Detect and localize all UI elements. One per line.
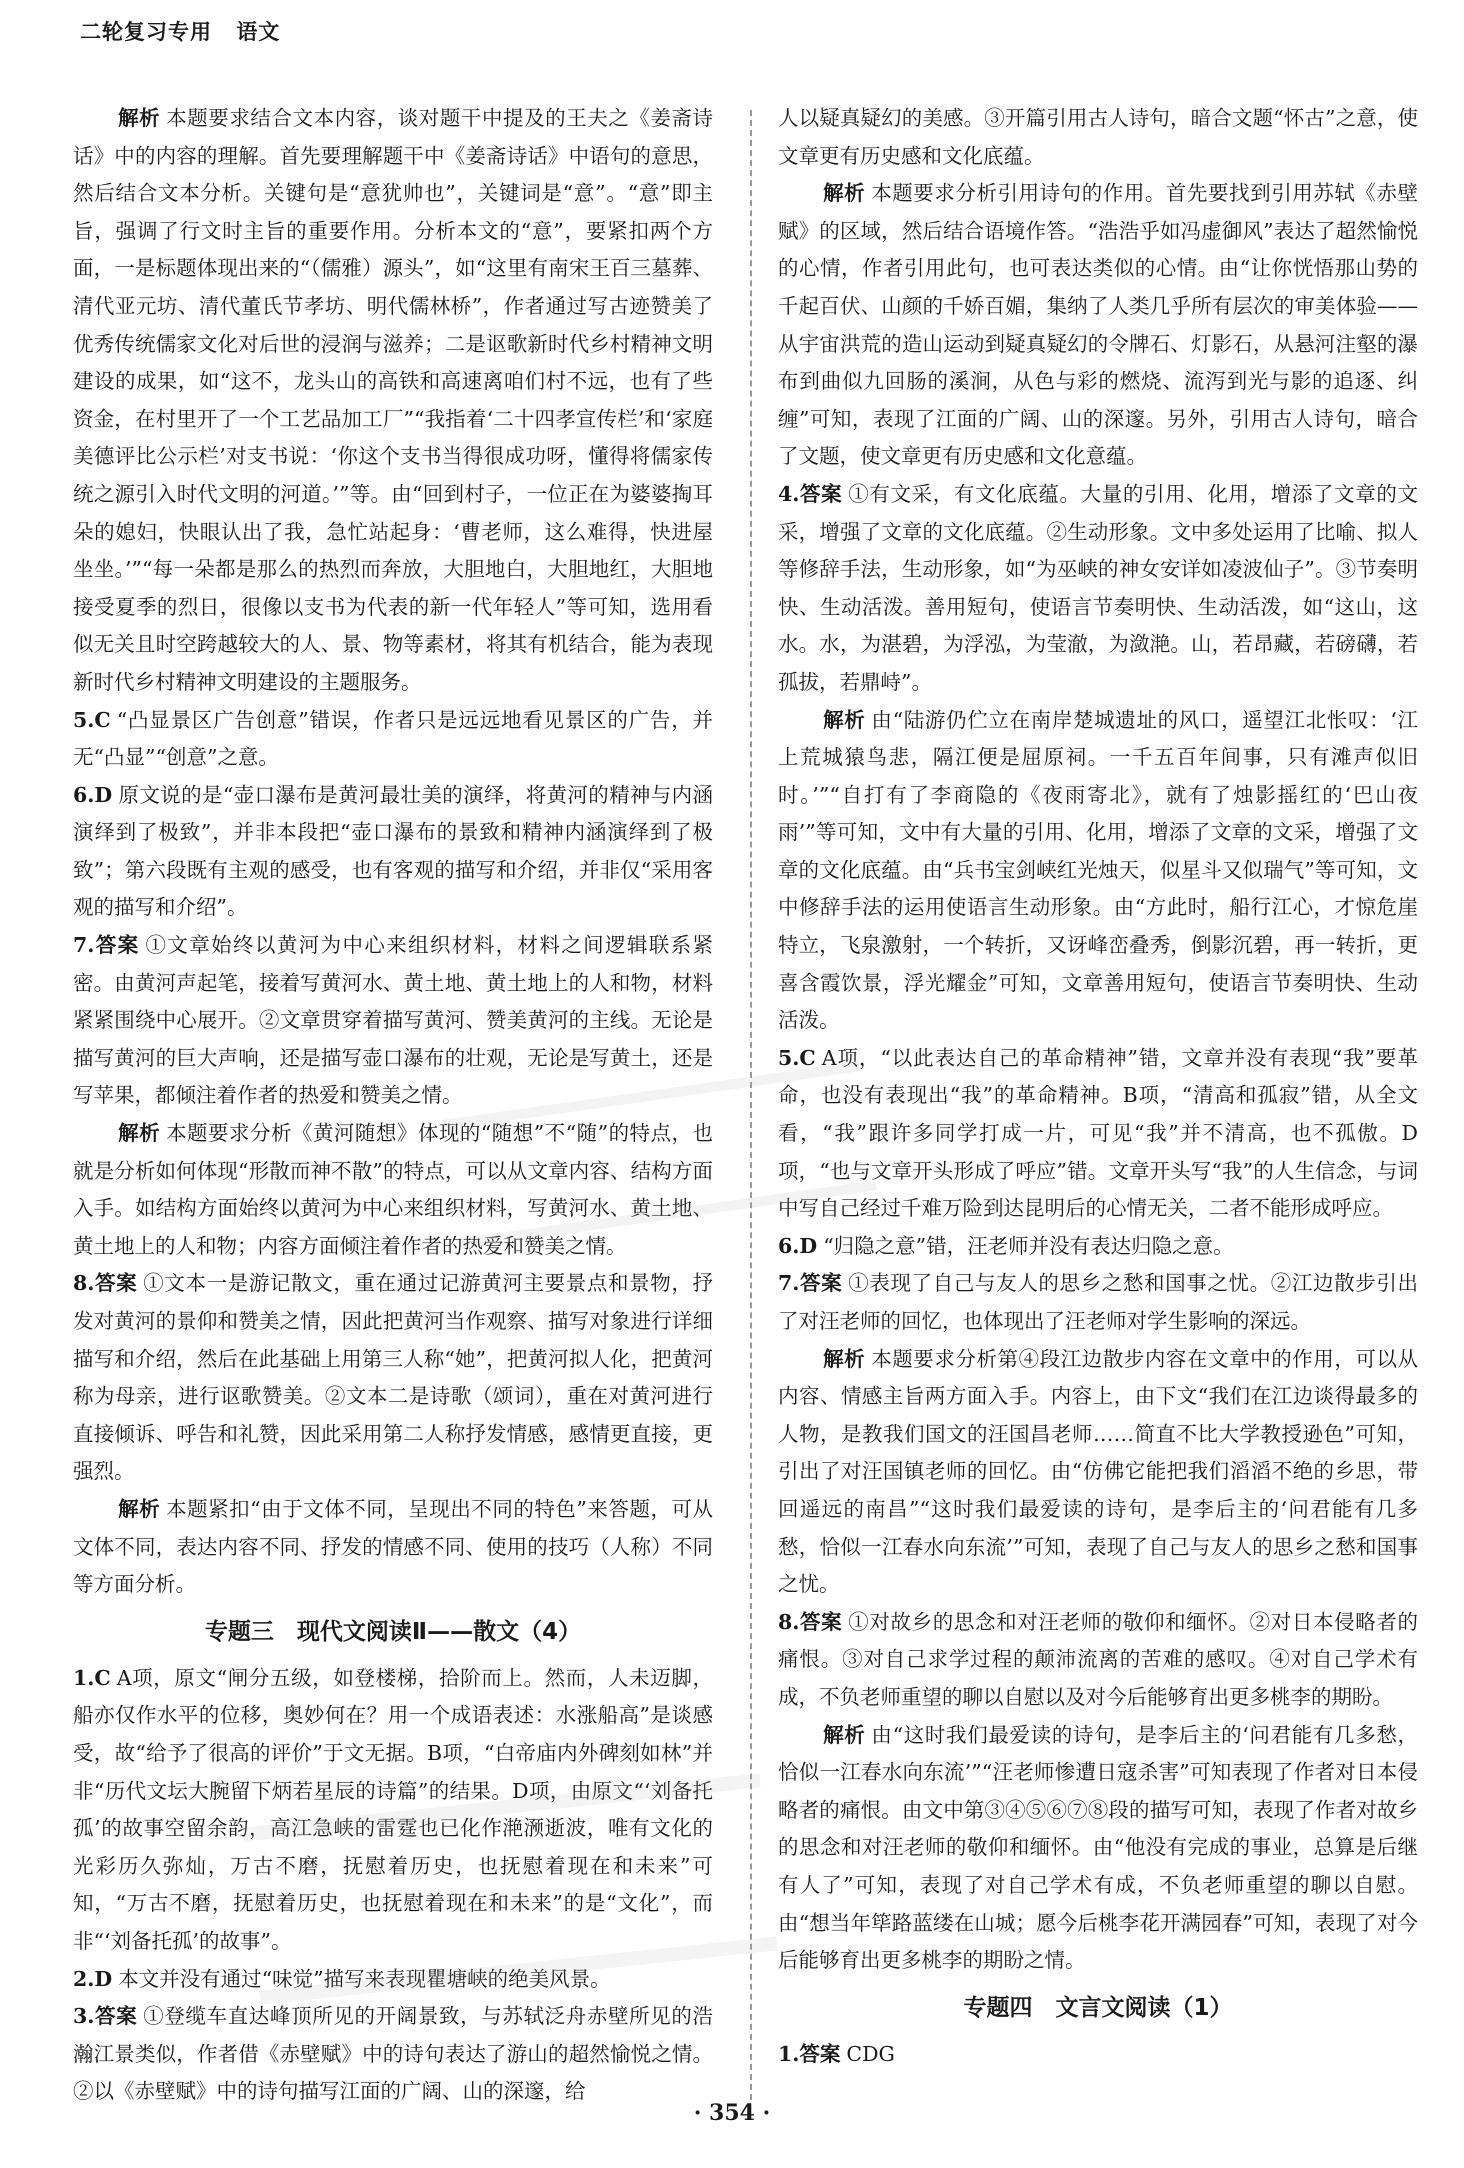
analysis-text: 由“这时我们最爱读的诗句，是李后主的‘问君能有几多愁，恰似一江春水向东流’”“汪老师惨遭日寇杀害”可知表现了作者对日本侵略者的痛恨。由文中第③④⑤⑥⑦⑧段的描写可知，表现了作者对故乡的思念和对汪老师的敬仰和缅怀。由“他没有完成的事业，总算是后继有人了”可知，表现了对自己学术有成，不负老师重望的聊以自慰。由“想当年筚路蓝缕在山城；愿今后桃李花开满园春”可知，表现了对今后能够育出更多桃李的期盼之情。	[778, 1722, 1419, 1973]
item-label: 答案	[94, 2004, 138, 2029]
item-text: ①表现了自己与友人的思乡之愁和国事之忧。②江边散步引出了对汪老师的回忆，也体现出了汪老师对学生影响的深远。	[778, 1271, 1419, 1333]
answer-item	[73, 1265, 713, 1491]
item-label: D	[94, 782, 113, 807]
item-number: 8.	[778, 1609, 800, 1634]
item-number: 1.	[73, 1665, 95, 1690]
answer-item	[73, 927, 713, 1115]
section-heading: 专题四 文言文阅读（1）	[963, 1994, 1233, 2021]
item-number: 7.	[73, 933, 95, 958]
answer-item	[778, 476, 1418, 702]
item-number: 8.	[73, 1271, 95, 1296]
analysis-text: 本题要求结合文本内容，谈对题干中提及的王夫之《姜斋诗话》中的内容的理解。首先要理解题干中《姜斋诗话》中语句的意思，然后结合文本分析。关键句是“意犹帅也”，关键词是“意”。“意”即主旨，强调了行文时主旨的重要作用。分析本文的“意”，要紧扣两个方面，一是标题体现出来的“（儒雅）源头”，如“这里有南宋王百三墓葬、清代亚元坊、清代董氏节孝坊、明代儒林桥”，作者通过写古迹赞美了优秀传统儒家文化对后世的浸润与滋养；二是讴歌新时代乡村精神文明建设的成果，如“这不，龙头山的高铁和高速离咱们村不远，也有了些资金，在村里开了一个工艺品加工厂”“我指着‘二十四孝宣传栏’和‘家庭美德评比公示栏’对支书说：‘你这个支书当得很成功呀，懂得将儒家传统之源引入时代文明的河道。’”等。由“回到村子，一位正在为婆婆掏耳朵的媳妇，快眼认出了我，急忙站起身：‘曹老师，这么难得，快进屋坐坐。’”“每一朵都是那么的热烈而奔放，大胆地白，大胆地红，大胆地接受夏季的烈日，很像以支书为代表的新一代年轻人”等可知，选用看似无关且时空跨越较大的人、景、物等素材，将其有机结合，能为表现新时代乡村精神文明建设的主题服务。	[73, 106, 714, 694]
answer-item	[73, 777, 713, 927]
answer-item	[778, 1040, 1418, 1228]
item-label: D	[94, 1966, 113, 1991]
item-label: 答案	[94, 1271, 138, 1296]
item-text: 本文并没有通过“味觉”描写来表现瞿塘峡的绝美风景。	[118, 1966, 611, 1991]
item-number: 4.	[778, 481, 800, 506]
answer-item	[778, 2036, 1418, 2074]
left-column	[73, 100, 713, 2111]
item-label: 答案	[799, 1609, 843, 1634]
page-number: · 354 ·	[693, 2100, 771, 2126]
item-label: C	[94, 1665, 111, 1690]
analysis-paragraph	[778, 702, 1418, 1040]
item-number: 7.	[778, 1271, 800, 1296]
item-text: 原文说的是“壶口瀑布是黄河最壮美的演绎，将黄河的精神与内涵演绎到了极致”，并非本段把“壶口瀑布的景致和精神内涵演绎到了极致”；第六段既有主观的感受，也有客观的描写和介绍，并非仅“采用客观的描写和介绍”。	[73, 782, 713, 920]
subject-title: 语文	[236, 19, 281, 44]
item-number: 6.	[778, 1233, 800, 1258]
analysis-label: 解析	[823, 181, 866, 206]
analysis-paragraph	[73, 1491, 713, 1604]
item-label: C	[94, 707, 111, 732]
analysis-label: 解析	[118, 1496, 161, 1521]
analysis-text: 本题要求分析第④段江边散步内容在文章中的作用，可以从内容、情感主旨两方面入手。内容上，由下文“我们在江边谈得最多的人物，是教我们国文的汪国昌老师……简直不比大学教授逊色”可知，引出了对汪国镇老师的回忆。由“仿佛它能把我们滔滔不绝的乡思，带回遥远的南昌”“这时我们最爱读的诗句，是李后主的‘问君能有几多愁，恰似一江春水向东流’”可知，表现了自己与友人的思乡之愁和国事之忧。	[778, 1346, 1419, 1597]
answer-item	[778, 1604, 1418, 1717]
answer-item	[778, 1265, 1418, 1340]
analysis-paragraph	[73, 1115, 713, 1265]
answer-item	[73, 702, 713, 777]
item-number: 5.	[73, 707, 95, 732]
item-text: A项，原文“闸分五级，如登楼梯，拾阶而上。然而，人未迈脚，船亦仅作水平的位移，奥妙何在？用一个成语表述：水涨船高”是谈感受，故“给予了很高的评价”于文无据。B项，“白帝庙内外碑刻如林”并非“历代文坛大腕留下炳若星辰的诗篇”的结果。D项，由原文“‘刘备托孤’的故事空留余韵，高江急峡的雷霆也已化作滟滪逝波，唯有文化的光彩历久弥灿，万古不磨，抚慰着历史，也抚慰着现在和未来”可知，“万古不磨，抚慰着历史，也抚慰着现在和未来”的是“文化”，而非“‘刘备托孤’的故事”。	[73, 1665, 713, 1953]
item-text: “归隐之意”错，汪老师并没有表达归隐之意。	[823, 1233, 1234, 1258]
series-title: 二轮复习专用	[80, 19, 212, 44]
right-column	[778, 100, 1418, 2073]
item-number: 1.	[778, 2041, 800, 2066]
item-number: 3.	[73, 2004, 95, 2029]
item-label: 答案	[94, 933, 140, 958]
item-text: ①登缆车直达峰顶所见的开阔景致，与苏轼泛舟赤壁所见的浩瀚江景类似，作者借《赤壁赋》中的诗句表达了游山的超然愉悦之情。②以《赤壁赋》中的诗句描写江面的广阔、山的深邃，给	[73, 2004, 714, 2104]
item-text: “凸显景区广告创意”错误，作者只是远远地看见景区的广告，并无“凸显”“创意”之意。	[73, 707, 713, 770]
analysis-text: 本题要求分析引用诗句的作用。首先要找到引用苏轼《赤壁赋》的区域，然后结合语境作答。“浩浩乎如冯虚御风”表达了超然愉悦的心情，作者引用此句，也可表达类似的心情。由“让你恍悟那山势的千起百伏、山颜的千娇百媚，集纳了人类几乎所有层次的审美体验——从宇宙洪荒的造山运动到疑真疑幻的令牌石、灯影石，从悬河注壑的瀑布到曲似九回肠的溪涧，从色与彩的燃烧、流泻到光与影的追逐、纠缠”可知，表现了江面的广阔、山的深邃。另外，引用古人诗句，暗合了文题，使文章更有历史感和文化意蕴。	[778, 181, 1419, 469]
analysis-label: 解析	[118, 106, 161, 130]
column-divider	[750, 110, 752, 2100]
answer-item	[73, 1660, 713, 1961]
answer-item	[778, 1228, 1418, 1266]
answer-item	[73, 1998, 713, 2111]
analysis-label: 解析	[823, 1346, 866, 1371]
analysis-paragraph	[778, 175, 1418, 476]
analysis-text: 本题要求分析《黄河随想》体现的“随想”不“随”的特点，也就是分析如何体现“形散而神不散”的特点，可以从文章内容、结构方面入手。如结构方面始终以黄河为中心来组织材料，写黄河水、黄土地、黄土地上的人和物；内容方面倾注着作者的热爱和赞美之情。	[73, 1121, 714, 1258]
item-label: D	[799, 1233, 818, 1258]
analysis-label: 解析	[823, 707, 866, 732]
item-text: CDG	[846, 2041, 895, 2066]
item-number: 2.	[73, 1966, 95, 1991]
analysis-paragraph	[73, 100, 713, 702]
analysis-paragraph	[778, 1341, 1418, 1604]
analysis-text: 本题紧扣“由于文体不同，呈现出不同的特色”来答题，可从文体不同，表达内容不同、抒发的情感不同、使用的技巧（人称）不同等方面分析。	[73, 1496, 713, 1597]
section-heading: 专题三 现代文阅读Ⅱ——散文（4）	[204, 1618, 582, 1645]
analysis-paragraph	[778, 1717, 1418, 1980]
analysis-label: 解析	[118, 1121, 161, 1146]
item-label: 答案	[799, 1271, 843, 1296]
page-header	[80, 16, 280, 46]
item-number: 5.	[778, 1045, 800, 1070]
analysis-text: 由“陆游仍伫立在南岸楚城遗址的风口，遥望江北怅叹：‘江上荒城猿鸟悲，隔江便是屈原祠。一千五百年间事，只有滩声似旧时。’”“自打有了李商隐的《夜雨寄北》，就有了烛影摇红的‘巴山夜雨’”等可知，文中有大量的引用、化用，增添了文章的文采，增强了文章的文化底蕴。由“兵书宝剑峡红光烛天，似星斗又似瑞气”等可知，文中修辞手法的运用使语言生动形象。由“方此时，船行江心，才惊危崖特立，飞泉激射，一个转折，又讶峰峦叠秀，倒影沉碧，再一转折，更喜含霞饮景，浮光耀金”可知，文章善用短句，使语言节奏明快、生动活泼。	[778, 707, 1419, 1033]
item-text: ①文章始终以黄河为中心来组织材料，材料之间逻辑联系紧密。由黄河声起笔，接着写黄河水、黄土地、黄土地上的人和物，材料紧紧围绕中心展开。②文章贯穿着描写黄河、赞美黄河的主线。无论是描写黄河的巨大声响，还是描写壶口瀑布的壮观，无论是写黄土，还是写苹果，都倾注着作者的热爱和赞美之情。	[73, 933, 714, 1108]
answer-item	[73, 1961, 713, 1999]
item-number: 6.	[73, 782, 95, 807]
analysis-label: 解析	[823, 1722, 866, 1747]
item-label: 答案	[799, 481, 843, 506]
item-text: A项，“以此表达自己的革命精神”错，文章并没有表现“我”要革命，也没有表现出“我”的革命精神。B项，“清高和孤寂”错，从全文看，“我”跟许多同学打成一片，可见“我”并不清高，也不孤傲。D项，“也与文章开头形成了呼应”错。文章开头写“我”的人生信念，与词中写自己经过千难万险到达昆明后的心情无关，二者不能形成呼应。	[778, 1045, 1418, 1221]
item-text: ①对故乡的思念和对汪老师的敬仰和缅怀。②对日本侵略者的痛恨。③对自己求学过程的颠沛流离的苦难的感叹。④对自己学术有成，不负老师重望的聊以自慰以及对今后能够育出更多桃李的期盼。	[778, 1609, 1419, 1709]
continued-paragraph	[778, 100, 1418, 175]
item-text: ①有文采，有文化底蕴。大量的引用、化用，增添了文章的文采，增强了文章的文化底蕴。②生动形象。文中多处运用了比喻、拟人等修辞手法，生动形象，如“为巫峡的神女安详如凌波仙子”。③节奏明快、生动活泼。善用短句，使语言节奏明快、生动活泼，如“这山，这水。水，为湛碧，为浮泓，为莹澈，为潋滟。山，若昂藏，若磅礴，若孤拔，若鼎峙”。	[778, 481, 1419, 694]
paragraph-text: 人以疑真疑幻的美感。③开篇引用古人诗句，暗合文题“怀古”之意，使文章更有历史感和文化底蕴。	[778, 106, 1418, 168]
item-label: 答案	[799, 2041, 841, 2066]
item-label: C	[799, 1045, 816, 1070]
item-text: ①文本一是游记散文，重在通过记游黄河主要景点和景物，抒发对黄河的景仰和赞美之情，因此把黄河当作观察、描写对象进行详细描写和介绍，然后在此基础上用第三人称“她”，把黄河拟人化，把黄河称为母亲，进行讴歌赞美。②文本二是诗歌（颂词），重在对黄河进行直接倾诉、呼告和礼赞，因此采用第二人称抒发情感，感情更直接，更强烈。	[73, 1271, 714, 1484]
